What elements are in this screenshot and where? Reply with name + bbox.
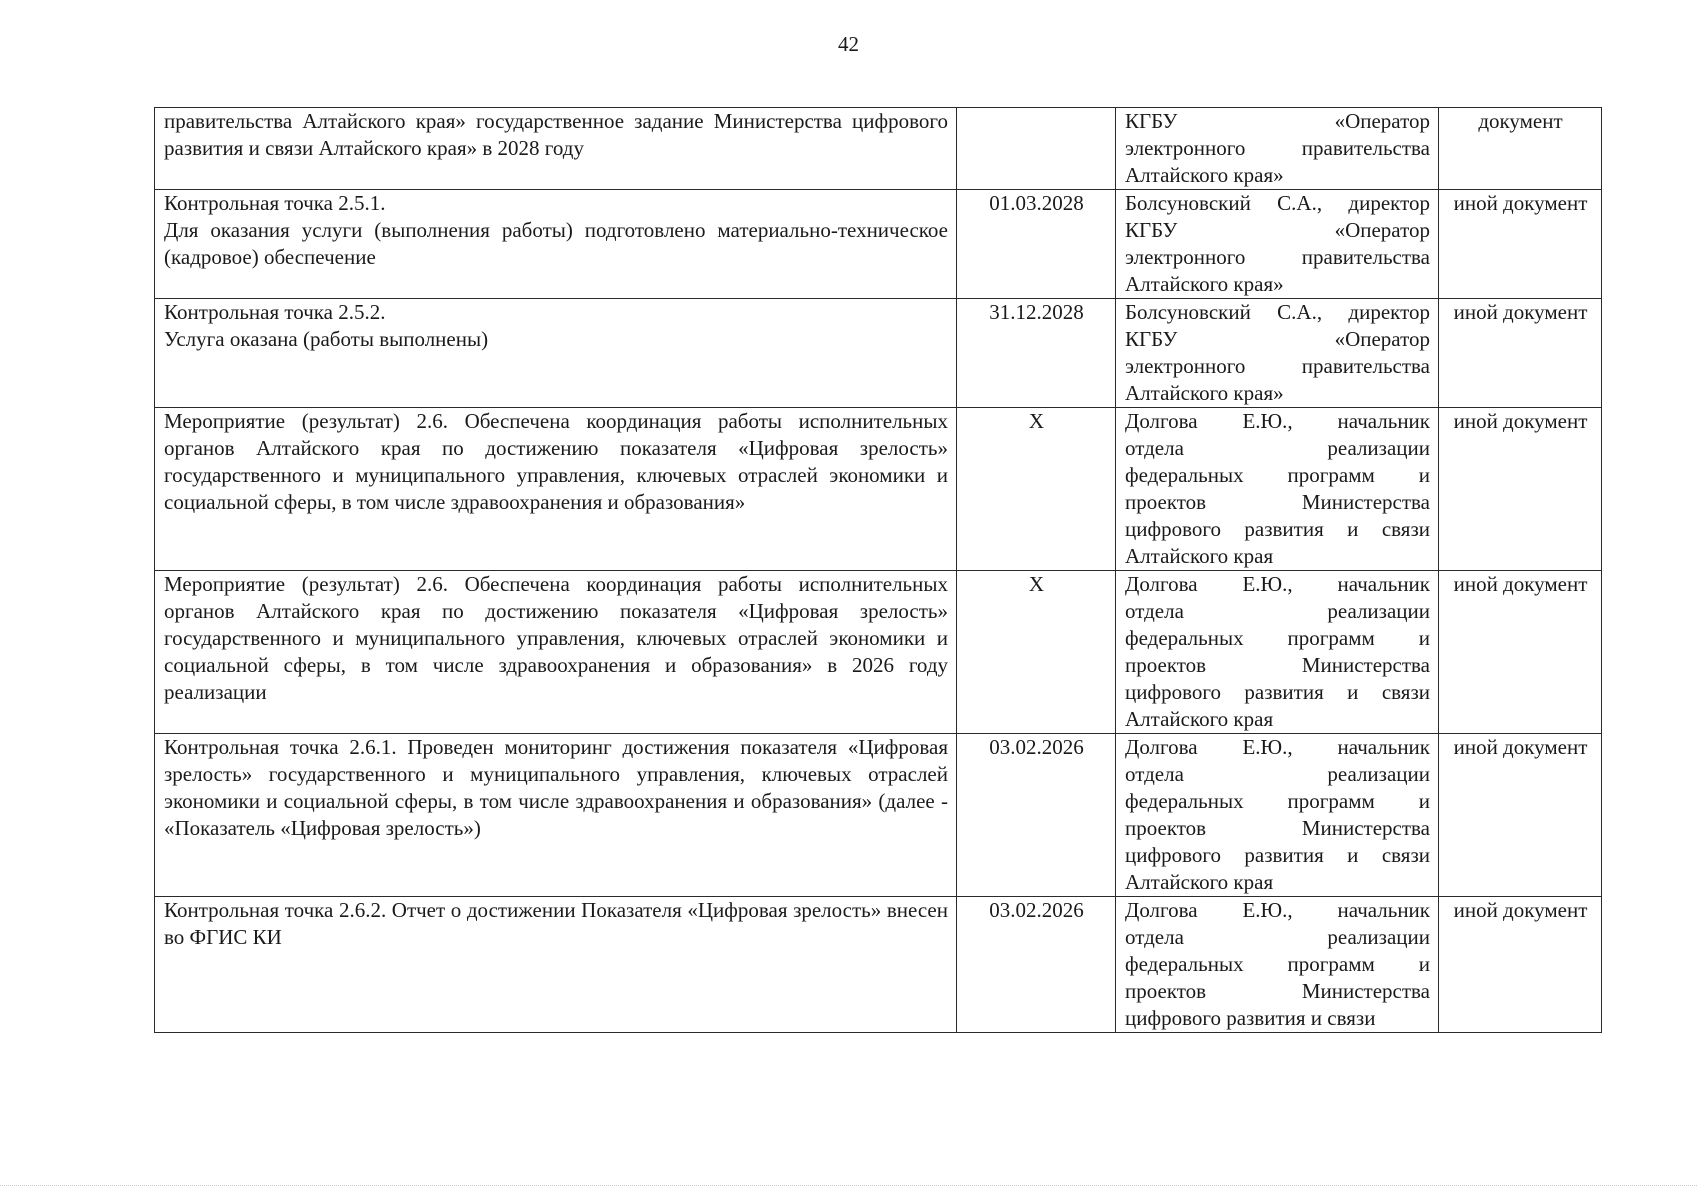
responsible-line: федеральных программ и: [1125, 789, 1430, 813]
responsible-line: КГБУ «Оператор: [1125, 218, 1430, 242]
responsible-line: проектов Министерства: [1125, 490, 1430, 514]
cell-responsible: [1116, 897, 1439, 1033]
responsible-line: проектов Министерства: [1125, 979, 1430, 1003]
responsible-line: отдела реализации: [1125, 925, 1430, 949]
table-row: [155, 734, 1602, 897]
responsible-line: Алтайского края: [1125, 707, 1274, 731]
description-text: Контрольная точка 2.6.1. Проведен мониторинг достижения показателя «Цифровая зрелость» государственного и муниципального управления, ключевых отраслей экономики и социальной сферы, в том числе здравоохранения и образования» (далее - «Показатель «Цифровая зрелость»): [164, 735, 948, 840]
responsible-line: Алтайского края: [1125, 870, 1274, 894]
responsible-line: федеральных программ и: [1125, 626, 1430, 650]
cell-date: 03.02.2026: [957, 734, 1116, 897]
cell-date: Х: [957, 408, 1116, 571]
cell-responsible: [1116, 108, 1439, 190]
responsible-line: электронного правительства: [1125, 245, 1430, 269]
description-text: Мероприятие (результат) 2.6. Обеспечена координация работы исполнительных органов Алтайского края по достижению показателя «Цифровая зрелость» государственного и муниципального управления, ключевых отраслей экономики и социальной сферы, в том числе здравоохранения и образования»: [164, 409, 948, 514]
cell-document: документ: [1439, 108, 1602, 190]
responsible-line: электронного правительства: [1125, 354, 1430, 378]
cell-document: иной документ: [1439, 190, 1602, 299]
cell-document: иной документ: [1439, 299, 1602, 408]
cell-description: [155, 190, 957, 299]
table-row: [155, 571, 1602, 734]
responsible-line: отдела реализации: [1125, 599, 1430, 623]
responsible-line: Долгова Е.Ю., начальник: [1125, 572, 1430, 596]
table-row: [155, 897, 1602, 1033]
description-text: Для оказания услуги (выполнения работы) подготовлено материально-техническое (кадровое) обеспечение: [164, 218, 948, 269]
cell-responsible: [1116, 299, 1439, 408]
cell-description: [155, 734, 957, 897]
cell-responsible: [1116, 408, 1439, 571]
responsible-line: Алтайского края»: [1125, 163, 1284, 187]
cell-responsible: [1116, 190, 1439, 299]
responsible-line: проектов Министерства: [1125, 816, 1430, 840]
responsible-line: цифрового развития и связи: [1125, 843, 1430, 867]
responsible-line: КГБУ «Оператор: [1125, 109, 1430, 133]
cell-description: [155, 299, 957, 408]
table-row: [155, 408, 1602, 571]
cell-date: 31.12.2028: [957, 299, 1116, 408]
cell-document: иной документ: [1439, 408, 1602, 571]
control-points-table: [154, 107, 1602, 1033]
cell-date: 01.03.2028: [957, 190, 1116, 299]
table-body: [155, 108, 1602, 1033]
cell-responsible: [1116, 734, 1439, 897]
cell-document: иной документ: [1439, 734, 1602, 897]
responsible-line: Алтайского края»: [1125, 381, 1284, 405]
cell-description: [155, 108, 957, 190]
page-number: 42: [838, 32, 859, 56]
responsible-line: Алтайского края»: [1125, 272, 1284, 296]
description-text: правительства Алтайского края» государственное задание Министерства цифрового развития и связи Алтайского края» в 2028 году: [164, 109, 948, 160]
responsible-line: Долгова Е.Ю., начальник: [1125, 898, 1430, 922]
cell-description: [155, 897, 957, 1033]
table-row: [155, 190, 1602, 299]
responsible-line: Алтайского края: [1125, 544, 1274, 568]
cell-date: Х: [957, 571, 1116, 734]
responsible-line: цифрового развития и связи: [1125, 1006, 1376, 1030]
responsible-line: проектов Министерства: [1125, 653, 1430, 677]
table-row: [155, 299, 1602, 408]
responsible-line: Долгова Е.Ю., начальник: [1125, 735, 1430, 759]
responsible-line: отдела реализации: [1125, 762, 1430, 786]
description-text: Контрольная точка 2.5.2.: [164, 300, 386, 324]
description-text: Контрольная точка 2.5.1.: [164, 191, 386, 215]
description-text: Услуга оказана (работы выполнены): [164, 327, 489, 351]
cell-date: 03.02.2026: [957, 897, 1116, 1033]
cell-document: иной документ: [1439, 897, 1602, 1033]
page-edge-line: [0, 1185, 1697, 1186]
table-row: [155, 108, 1602, 190]
cell-responsible: [1116, 571, 1439, 734]
cell-document: иной документ: [1439, 571, 1602, 734]
responsible-line: Болсуновский С.А., директор: [1125, 300, 1430, 324]
responsible-line: КГБУ «Оператор: [1125, 327, 1430, 351]
responsible-line: Долгова Е.Ю., начальник: [1125, 409, 1430, 433]
responsible-line: федеральных программ и: [1125, 463, 1430, 487]
cell-description: [155, 571, 957, 734]
description-text: Мероприятие (результат) 2.6. Обеспечена координация работы исполнительных органов Алтайского края по достижению показателя «Цифровая зрелость» государственного и муниципального управления, ключевых отраслей экономики и социальной сферы, в том числе здравоохранения и образования» в 2026 году реализации: [164, 572, 948, 704]
responsible-line: электронного правительства: [1125, 136, 1430, 160]
responsible-line: отдела реализации: [1125, 436, 1430, 460]
responsible-line: цифрового развития и связи: [1125, 517, 1430, 541]
cell-description: [155, 408, 957, 571]
description-text: Контрольная точка 2.6.2. Отчет о достижении Показателя «Цифровая зрелость» внесен во ФГИС КИ: [164, 898, 948, 949]
responsible-line: цифрового развития и связи: [1125, 680, 1430, 704]
responsible-line: Болсуновский С.А., директор: [1125, 191, 1430, 215]
responsible-line: федеральных программ и: [1125, 952, 1430, 976]
cell-date: [957, 108, 1116, 190]
